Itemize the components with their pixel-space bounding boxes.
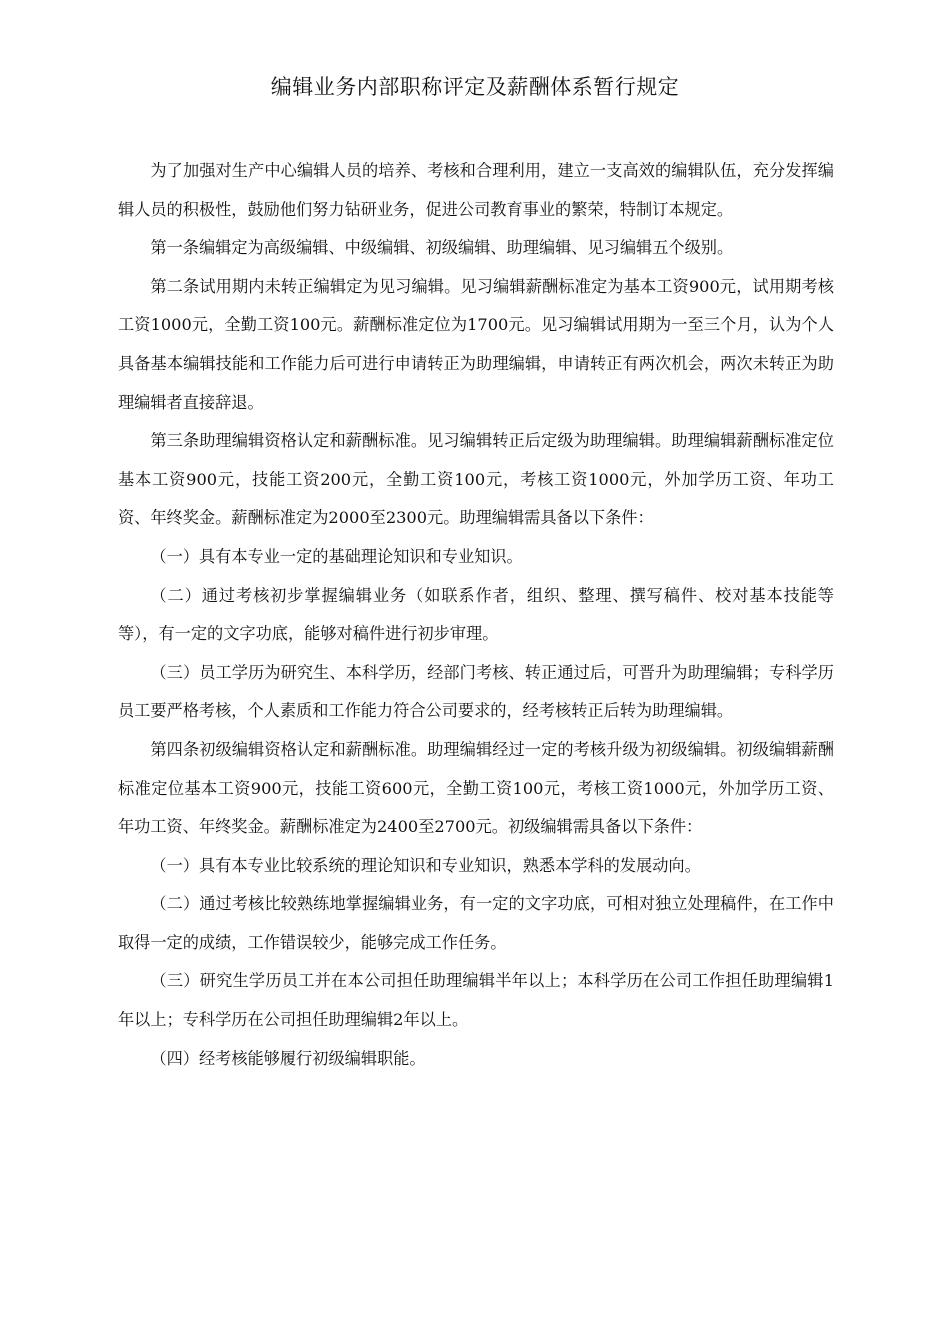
paragraph-article-2: 第二条试用期内未转正编辑定为见习编辑。见习编辑薪酬标准定为基本工资900元，试用期考核工资1000元，全勤工资100元。薪酬标准定位为1700元。见习编辑试用期为一至三个月，认为个人具备基本编辑技能和工作能力后可进行申请转正为助理编辑，申请转正有两次机会，两次未转正为助理编辑者直接辞退。: [118, 276, 834, 412]
paragraph-article-4-item-1: （一）具有本专业比较系统的理论知识和专业知识，熟悉本学科的发展动向。: [150, 855, 701, 875]
document-body: [118, 152, 834, 1078]
paragraph-article-3: 第三条助理编辑资格认定和薪酬标准。见习编辑转正后定级为助理编辑。助理编辑薪酬标准定位基本工资900元，技能工资200元，全勤工资100元，考核工资1000元，外加学历工资、年功工资、年终奖金。薪酬标准定为2000至2300元。助理编辑需具备以下条件：: [118, 431, 834, 528]
paragraph-article-4: 第四条初级编辑资格认定和薪酬标准。助理编辑经过一定的考核升级为初级编辑。初级编辑薪酬标准定位基本工资900元，技能工资600元，全勤工资100元，考核工资1000元，外加学历工资、年功工资、年终奖金。薪酬标准定为2400至2700元。初级编辑需具备以下条件：: [118, 739, 834, 837]
paragraph-intro: 为了加强对生产中心编辑人员的培养、考核和合理利用，建立一支高效的编辑队伍，充分发挥编辑人员的积极性，鼓励他们努力钻研业务，促进公司教育事业的繁荣，特制订本规定。: [118, 161, 834, 219]
paragraph-article-3-item-3: （三）员工学历为研究生、本科学历，经部门考核、转正通过后，可晋升为助理编辑；专科学历员工要严格考核，个人素质和工作能力符合公司要求的，经考核转正后转为助理编辑。: [118, 662, 834, 721]
document-title: 编辑业务内部职称评定及薪酬体系暂行规定: [270, 75, 680, 99]
paragraph-article-1: 第一条编辑定为高级编辑、中级编辑、初级编辑、助理编辑、见习编辑五个级别。: [150, 238, 734, 258]
paragraph-article-4-item-3: （三）研究生学历员工并在本公司担任助理编辑半年以上；本科学历在公司工作担任助理编辑1年以上；专科学历在公司担任助理编辑2年以上。: [118, 971, 834, 1030]
paragraph-article-4-item-2: （二）通过考核比较熟练地掌握编辑业务，有一定的文字功底，可相对独立处理稿件，在工作中取得一定的成绩，工作错误较少，能够完成工作任务。: [118, 894, 834, 952]
paragraph-article-3-item-1: （一）具有本专业一定的基础理论知识和专业知识。: [150, 546, 523, 566]
paragraph-article-3-item-2: （二）通过考核初步掌握编辑业务（如联系作者，组织、整理、撰写稿件、校对基本技能等等），有一定的文字功底，能够对稿件进行初步审理。: [118, 585, 834, 644]
paragraph-article-4-item-4: （四）经考核能够履行初级编辑职能。: [150, 1048, 426, 1068]
